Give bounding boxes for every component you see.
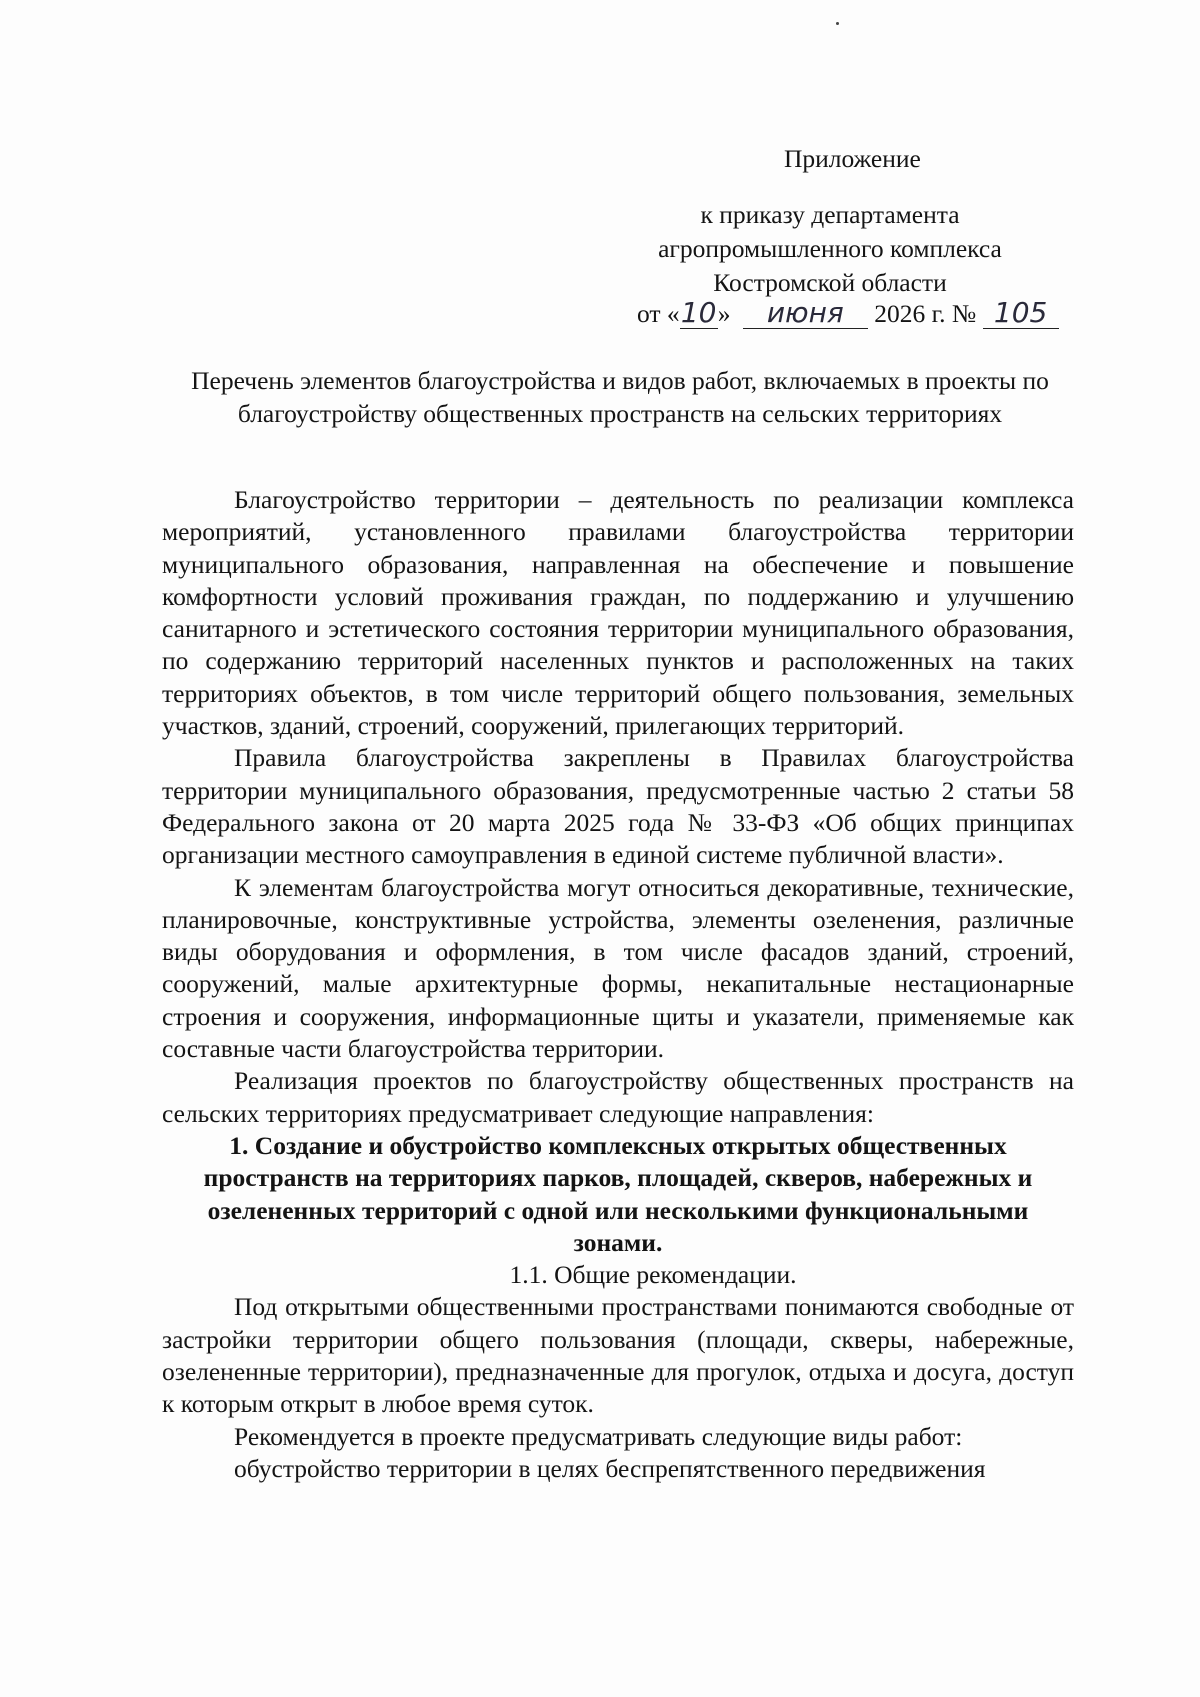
date-quote-close: » [717, 299, 731, 328]
appendix-line-department: агропромышленного комплекса [658, 234, 1002, 263]
paragraph-directions: Реализация проектов по благоустройству общественных пространств на сельских территориях предусматривает следующие направления: [162, 1066, 1074, 1128]
scan-speck [836, 22, 839, 25]
date-prefix: от « [637, 299, 680, 328]
appendix-line-order: к приказу департамента [700, 200, 960, 229]
document-heading: Перечень элементов благоустройства и видов работ, включаемых в проекты по благоустройству общественных пространств на сельских территориях [191, 366, 1049, 428]
paragraph-rules: Правила благоустройства закреплены в Правилах благоустройства территории муниципального образования, предусмотренные частью 2 статьи 58 Федерального закона от 20 марта 2025 года № 33-ФЗ «Об общих принципах организации местного самоуправления в единой системе публичной власти». [162, 743, 1074, 870]
paragraph-open-spaces: Под открытыми общественными пространствами понимаются свободные от застройки территории общего пользования (площади, скверы, набережные, озелененные территории), предназначенные для прогулок, отдыха и досуга, доступ к которым открыт в любое время суток. [162, 1292, 1074, 1419]
paragraph-definition: Благоустройство территории – деятельность по реализации комплекса мероприятий, установленного правилами благоустройства территории муниципального образования, направленная на обеспечение и повышение комфортности условий проживания граждан, по поддержанию и улучшению санитарного и эстетического состояния территории муниципального образования, по содержанию территорий населенных пунктов и расположенных на таких территориях объектов, в том числе территорий общего пользования, земельных участков, зданий, строений, сооружений, прилегающих территорий. [162, 485, 1074, 741]
appendix-line-region: Костромской области [713, 268, 947, 297]
paragraph-work-item: обустройство территории в целях беспрепятственного передвижения [234, 1453, 986, 1483]
appendix-title: Приложение [784, 144, 921, 173]
date-day: 10 [680, 296, 717, 329]
section-title: 1. Создание и обустройство комплексных открытых общественных пространств на территориях парков, площадей, скверов, набережных и озелененных территорий с одной или несколькими функциональными зонами. [203, 1130, 1033, 1257]
paragraph-recommended-works: Рекомендуется в проекте предусматривать следующие виды работ: [234, 1421, 963, 1451]
order-date-line [637, 298, 1059, 332]
paragraph-elements: К элементам благоустройства могут относиться декоративные, технические, планировочные, конструктивные устройства, элементы озеленения, различные виды оборудования и оформления, в том числе фасадов зданий, строений, сооружений, малые архитектурные формы, некапитальные нестационарные строения и сооружения, информационные щиты и указатели, применяемые как составные части благоустройства территории. [162, 872, 1074, 1064]
document-body [162, 484, 1074, 1485]
date-month: июня [743, 298, 868, 329]
order-number: 105 [983, 298, 1059, 329]
date-year: 2026 г. № [874, 299, 977, 328]
subsection-title: 1.1. Общие рекомендации. [509, 1260, 797, 1290]
